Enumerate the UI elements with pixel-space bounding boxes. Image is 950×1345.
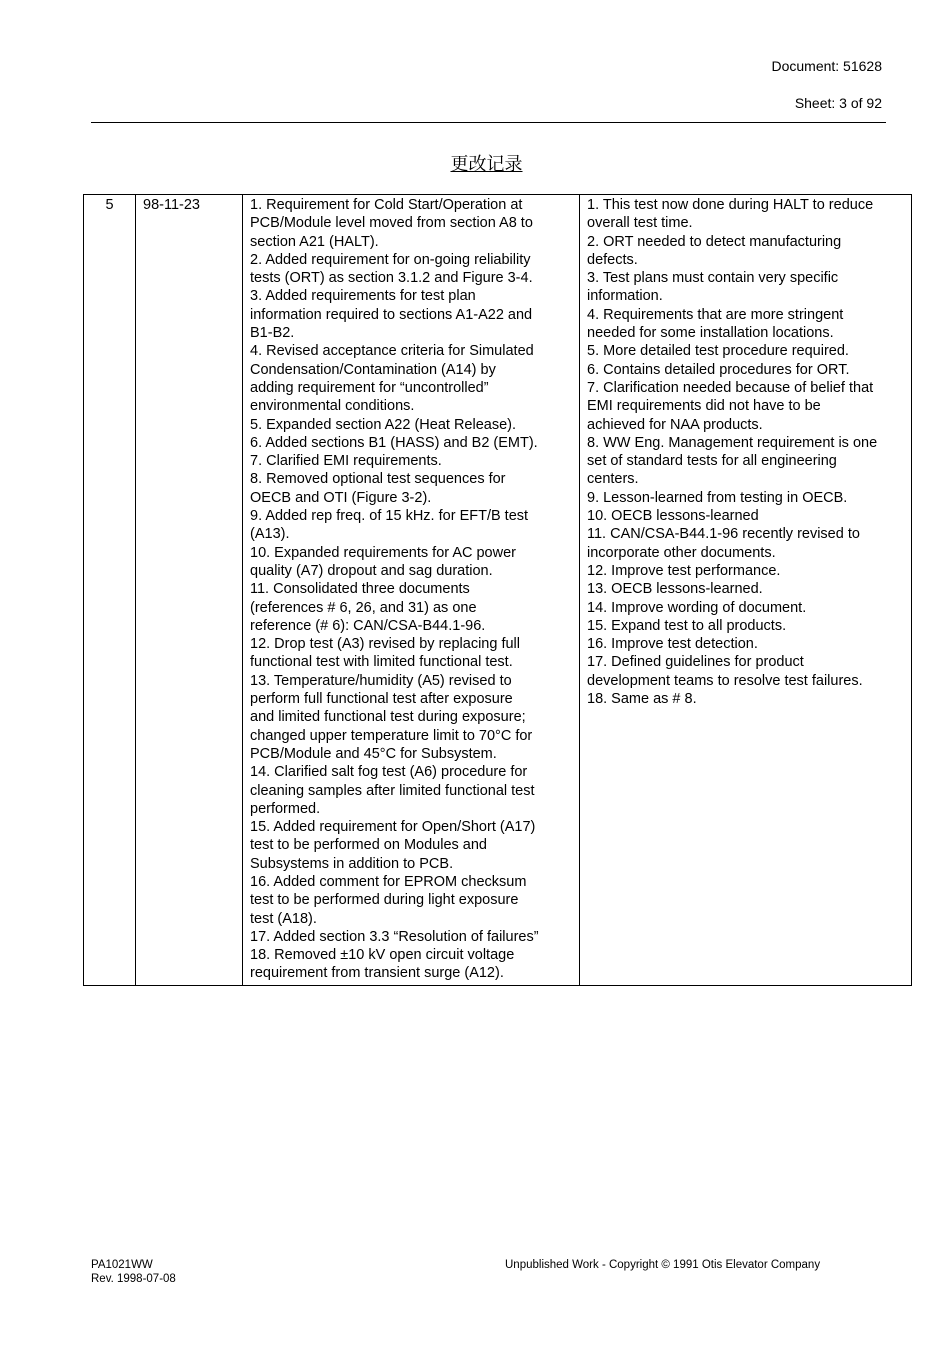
change-line: section A21 (HALT). xyxy=(250,233,379,250)
reason-line: 4. Requirements that are more stringent xyxy=(587,306,844,323)
document-number: Document: 51628 xyxy=(771,58,882,74)
change-line: perform full functional test after exposure xyxy=(250,691,513,708)
copyright-notice: Unpublished Work - Copyright © 1991 Otis Elevator Company xyxy=(505,1259,821,1271)
change-line: 6. Added sections B1 (HASS) and B2 (EMT). xyxy=(250,434,538,451)
change-line: 8. Removed optional test sequences for xyxy=(250,471,506,488)
reason-line: needed for some installation locations. xyxy=(587,325,834,342)
change-line: 14. Clarified salt fog test (A6) procedure for xyxy=(250,764,528,781)
reason-line: centers. xyxy=(587,471,639,488)
change-line: 3. Added requirements for test plan xyxy=(250,288,476,305)
revision-changes xyxy=(243,195,580,986)
reason-line: 7. Clarification needed because of belief that xyxy=(587,379,874,396)
change-line: (A13). xyxy=(250,526,290,543)
reason-line: set of standard tests for all engineering xyxy=(587,453,837,470)
change-line: Condensation/Contamination (A14) by xyxy=(250,361,496,378)
change-line: cleaning samples after limited functional test xyxy=(250,782,535,799)
reason-line: 16. Improve test detection. xyxy=(587,636,758,653)
page-title: 更改记录 xyxy=(450,154,523,175)
change-line: tests (ORT) as section 3.1.2 and Figure 3-4. xyxy=(250,270,533,287)
revision-table xyxy=(83,194,912,986)
change-line: 2. Added requirement for on-going reliability xyxy=(250,251,531,268)
reason-line: 1. This test now done during HALT to reduce xyxy=(587,197,874,213)
reason-line: incorporate other documents. xyxy=(587,544,776,561)
revision-date: 98-11-23 xyxy=(136,195,243,986)
header-divider xyxy=(91,122,886,123)
change-line: (references # 6, 26, and 31) as one xyxy=(250,599,477,616)
reason-line: 3. Test plans must contain very specific xyxy=(587,270,839,287)
change-line: test to be performed on Modules and xyxy=(250,837,487,854)
reason-line: 9. Lesson-learned from testing in OECB. xyxy=(587,489,848,506)
change-line: 4. Revised acceptance criteria for Simulated xyxy=(250,343,534,360)
form-revision: Rev. 1998-07-08 xyxy=(91,1273,176,1285)
reason-line: 6. Contains detailed procedures for ORT. xyxy=(587,361,850,378)
reason-line: 8. WW Eng. Management requirement is one xyxy=(587,434,878,451)
change-line: 12. Drop test (A3) revised by replacing full xyxy=(250,636,520,653)
reason-line: 18. Same as # 8. xyxy=(587,691,697,708)
change-line: 11. Consolidated three documents xyxy=(250,581,470,598)
form-id: PA1021WW xyxy=(91,1259,153,1271)
change-line: Subsystems in addition to PCB. xyxy=(250,855,454,872)
change-line: test (A18). xyxy=(250,910,317,927)
reason-line: 2. ORT needed to detect manufacturing xyxy=(587,233,842,250)
reason-line: 14. Improve wording of document. xyxy=(587,599,807,616)
revision-table-body xyxy=(84,195,912,986)
change-line: and limited functional test during exposure; xyxy=(250,709,526,726)
change-line: PCB/Module and 45°C for Subsystem. xyxy=(250,745,497,762)
change-line: PCB/Module level moved from section A8 to xyxy=(250,215,533,232)
change-line: 15. Added requirement for Open/Short (A17) xyxy=(250,819,536,836)
change-line: 16. Added comment for EPROM checksum xyxy=(250,873,527,890)
change-line: OECB and OTI (Figure 3-2). xyxy=(250,489,432,506)
change-line: performed. xyxy=(250,800,321,817)
change-line: requirement from transient surge (A12). xyxy=(250,965,504,982)
change-line: functional test with limited functional test. xyxy=(250,654,513,671)
reason-line: EMI requirements did not have to be xyxy=(587,398,821,415)
reason-line: 10. OECB lessons-learned xyxy=(587,508,759,525)
change-line: 10. Expanded requirements for AC power xyxy=(250,544,516,561)
revision-row xyxy=(84,195,912,986)
change-line: 5. Expanded section A22 (Heat Release). xyxy=(250,416,516,433)
change-line: 9. Added rep freq. of 15 kHz. for EFT/B test xyxy=(250,508,529,525)
reason-line: defects. xyxy=(587,251,638,268)
change-line: changed upper temperature limit to 70°C for xyxy=(250,727,533,744)
reason-line: 17. Defined guidelines for product xyxy=(587,654,804,671)
reason-line: overall test time. xyxy=(587,215,693,232)
revision-number: 5 xyxy=(84,195,136,986)
change-line: reference (# 6): CAN/CSA-B44.1-96. xyxy=(250,617,486,634)
reason-line: achieved for NAA products. xyxy=(587,416,763,433)
reason-line: development teams to resolve test failures. xyxy=(587,672,863,689)
reason-line: 11. CAN/CSA-B44.1-96 recently revised to xyxy=(587,526,860,543)
change-line: 18. Removed ±10 kV open circuit voltage xyxy=(250,947,515,964)
change-line: B1-B2. xyxy=(250,325,295,342)
change-line: adding requirement for “uncontrolled” xyxy=(250,379,489,396)
change-line: environmental conditions. xyxy=(250,398,415,415)
change-line: 1. Requirement for Cold Start/Operation at xyxy=(250,197,523,213)
change-line: 7. Clarified EMI requirements. xyxy=(250,453,442,470)
reason-line: 12. Improve test performance. xyxy=(587,562,781,579)
change-line: test to be performed during light exposure xyxy=(250,892,519,909)
form-info xyxy=(91,1258,176,1286)
change-line: quality (A7) dropout and sag duration. xyxy=(250,562,493,579)
change-line: 17. Added section 3.3 “Resolution of failures” xyxy=(250,928,539,945)
revision-reasons xyxy=(580,195,912,986)
change-line: 13. Temperature/humidity (A5) revised to xyxy=(250,672,512,689)
reason-line: 13. OECB lessons-learned. xyxy=(587,581,763,598)
reason-line: information. xyxy=(587,288,663,305)
change-line: information required to sections A1-A22 and xyxy=(250,306,533,323)
reason-line: 5. More detailed test procedure required. xyxy=(587,343,849,360)
reason-line: 15. Expand test to all products. xyxy=(587,617,787,634)
sheet-number: Sheet: 3 of 92 xyxy=(794,95,882,111)
